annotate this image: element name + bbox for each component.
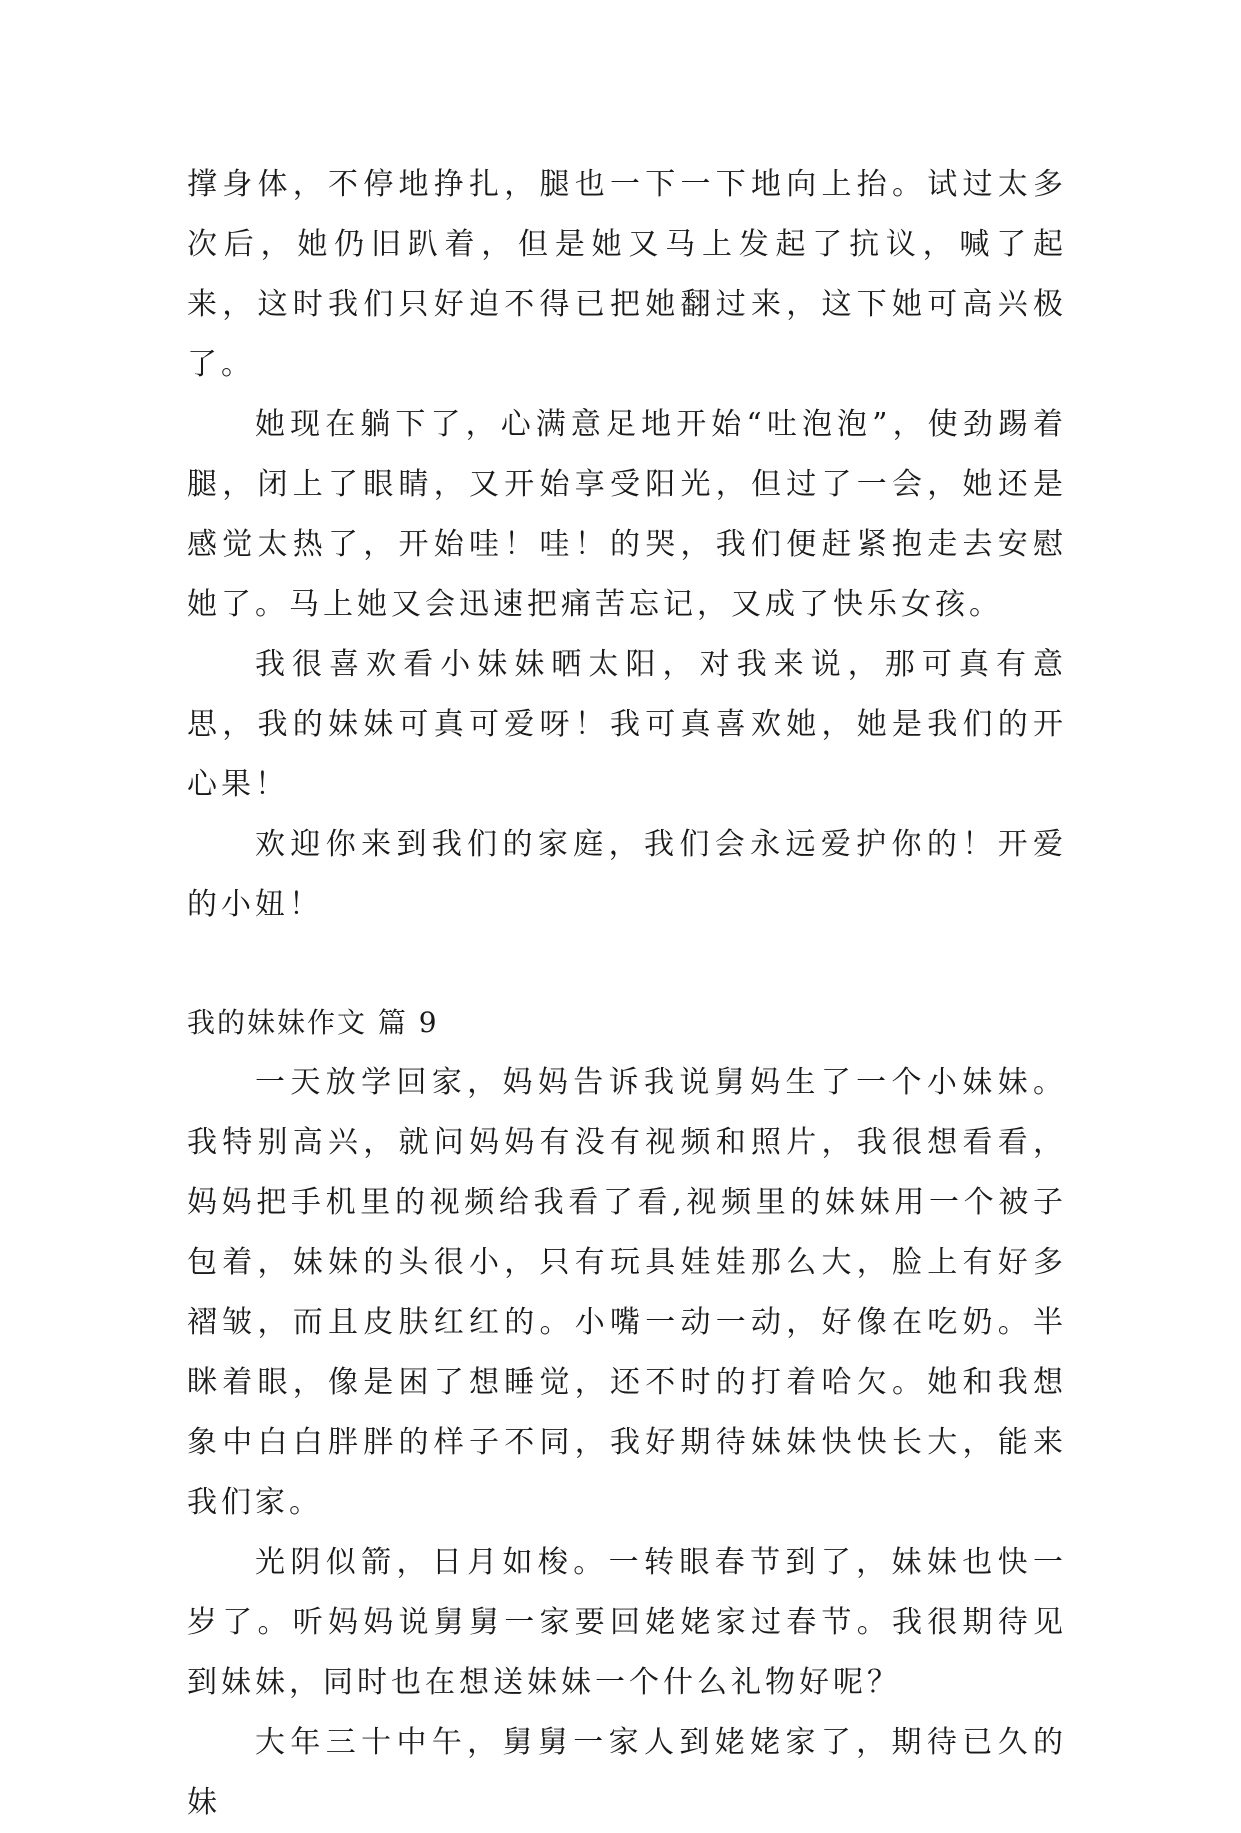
- paragraph-continuation: 撑身体，不停地挣扎，腿也一下一下地向上抬。试过太多次后，她仍旧趴着，但是她又马上发起了抗议，喊了起来，这时我们只好迫不得已把她翻过来，这下她可高兴极了。: [187, 167, 1067, 382]
- paragraph: 她现在躺下了，心满意足地开始“吐泡泡”，使劲踢着腿，闭上了眼睛，又开始享受阳光，但过了一会，她还是感觉太热了，开始哇！哇！的哭，我们便赶紧抱走去安慰她了。马上她又会迅速把痛苦忘记，又成了快乐女孩。: [187, 407, 1067, 622]
- document-body: [187, 155, 1067, 1833]
- paragraph: 光阴似箭，日月如梭。一转眼春节到了，妹妹也快一岁了。听妈妈说舅舅一家要回姥姥家过春节。我很期待见到妹妹，同时也在想送妹妹一个什么礼物好呢？: [187, 1545, 1067, 1700]
- paragraph: 一天放学回家，妈妈告诉我说舅妈生了一个小妹妹。我特别高兴，就问妈妈有没有视频和照片，我很想看看，妈妈把手机里的视频给我看了看,视频里的妹妹用一个被子包着，妹妹的头很小，只有玩具娃娃那么大，脸上有好多褶皱，而且皮肤红红的。小嘴一动一动，好像在吃奶。半眯着眼，像是困了想睡觉，还不时的打着哈欠。她和我想象中白白胖胖的样子不同，我好期待妹妹快快长大，能来我们家。: [187, 1065, 1067, 1520]
- section-spacer: [187, 935, 1067, 993]
- paragraph: 大年三十中午，舅舅一家人到姥姥家了，期待已久的妹: [187, 1725, 1067, 1820]
- paragraph: 欢迎你来到我们的家庭，我们会永远爱护你的！开爱的小妞！: [187, 827, 1067, 922]
- paragraph: 我很喜欢看小妹妹晒太阳，对我来说，那可真有意思，我的妹妹可真可爱呀！我可真喜欢她，她是我们的开心果！: [187, 647, 1067, 802]
- section-title: 我的妹妹作文 篇 9: [187, 1006, 439, 1039]
